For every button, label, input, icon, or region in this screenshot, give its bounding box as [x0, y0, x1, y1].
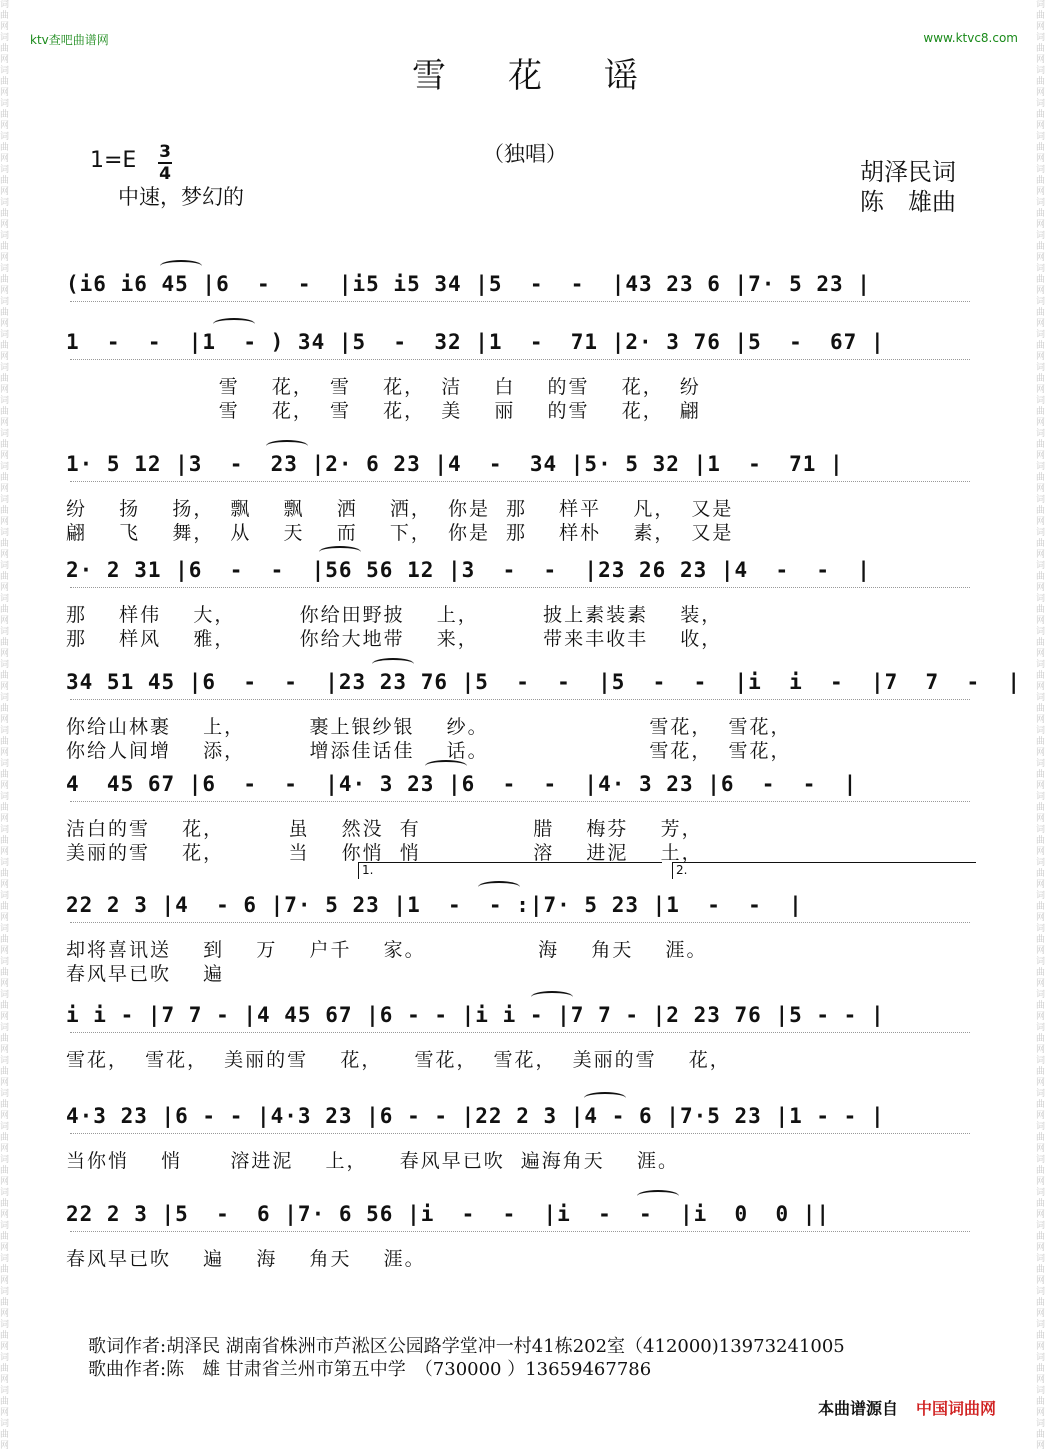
lyric-line: 却将喜讯送 到 万 户千 家。 海 角天 涯。	[66, 939, 708, 961]
lyric-line: 那 样伟 大， 你给田野披 上， 披上素装素 装，	[66, 604, 723, 626]
footer-composer-info: 歌曲作者:陈 雄 甘肃省兰州市第五中学 （730000 ）13659467786	[88, 1359, 652, 1380]
notation-row: 22 2 3 |4 - 6 |7· 5 23 |1 - - :|7· 5 23 |1 - - |	[66, 893, 803, 917]
lyric-line: 美丽的雪 花， 当 你悄 悄 溶 进泥 土，	[66, 842, 703, 864]
beam-line	[70, 587, 970, 588]
site-name-left[interactable]: ktv查吧曲谱网	[30, 33, 109, 47]
volta-second: 2.	[672, 862, 976, 879]
lyric-line: 雪 花， 雪 花， 洁 白 的雪 花， 纷	[66, 376, 701, 398]
notation-row: 4·3 23 |6 - - |4·3 23 |6 - - |22 2 3 |4 - 6 |7·5 23 |1 - - |	[66, 1104, 885, 1128]
lyric-line: 春风早已吹 遍 海 角天 涯。	[66, 1248, 426, 1270]
notation-row: 2· 2 31 |6 - - |56 56 12 |3 - - |23 26 23 |4 - - |	[66, 558, 871, 582]
notation-row: 34 51 45 |6 - - |23 23 76 |5 - - |5 - - |i i - |7 7 - |	[66, 670, 1022, 694]
notation-row: (i6 i6 45 |6 - - |i5 i5 34 |5 - - |43 23 6 |7· 5 23 |	[66, 272, 871, 296]
song-title: 雪花谣	[412, 56, 700, 96]
time-signature	[158, 143, 172, 183]
watermark-right: 词曲网词曲网词曲网词曲网词曲网词曲网词曲网词曲网词曲网词曲网词曲网词曲网词曲网词曲网词曲网词曲网词曲网词曲网词曲网词曲网词曲网词曲网词曲网词曲网词曲网词曲网词曲网词曲网词曲网词曲网词曲网词曲网词曲网词曲网词曲网词曲网词曲网词曲网词曲网词曲网词曲网词曲网词曲网词曲网	[1036, 0, 1046, 1451]
site-url-right[interactable]: www.ktvc8.com	[923, 31, 1018, 45]
lyric-line: 洁白的雪 花， 虽 然没 有 腊 梅芬 芳，	[66, 818, 703, 840]
beam-line	[70, 481, 970, 482]
slur-arc	[584, 1092, 626, 1104]
footer-lyricist-info: 歌词作者:胡泽民 湖南省株洲市芦淞区公园路学堂冲一村41栋202室（412000)13973241005	[88, 1336, 845, 1357]
slur-arc	[478, 881, 520, 893]
slur-arc	[425, 760, 467, 772]
time-bottom: 4	[159, 164, 171, 184]
slur-arc	[319, 546, 361, 558]
lyric-line: 你给山林裹 上， 裹上银纱银 纱。 雪花， 雪花，	[66, 716, 792, 738]
beam-line	[70, 1032, 970, 1033]
beam-line	[70, 801, 970, 802]
lyric-line: 雪花， 雪花， 美丽的雪 花， 雪花， 雪花， 美丽的雪 花，	[66, 1049, 731, 1071]
notation-row: i i - |7 7 - |4 45 67 |6 - - |i i - |7 7 - |2 23 76 |5 - - |	[66, 1003, 885, 1027]
time-top: 3	[159, 142, 171, 162]
lyric-line: 雪 花， 雪 花， 美 丽 的雪 花， 翩	[66, 400, 701, 422]
composer-credit: 陈 雄曲	[860, 188, 956, 216]
lyric-line: 翩 飞 舞， 从 天 而 下， 你是 那 样朴 素， 又是	[66, 522, 734, 544]
tempo-marking: 中速，梦幻的	[118, 185, 244, 209]
lyric-line: 那 样风 雅， 你给大地带 来， 带来丰收丰 收，	[66, 628, 723, 650]
slur-arc	[372, 658, 414, 670]
source-label: 本曲谱源自	[818, 1399, 899, 1418]
volta-first: 1.	[358, 862, 662, 879]
lyric-line: 当你悄 悄 溶进泥 上， 春风早已吹 遍海角天 涯。	[66, 1150, 679, 1172]
notation-row: 22 2 3 |5 - 6 |7· 6 56 |i - - |i - - |i 0 0 ||	[66, 1202, 831, 1226]
key-signature: 1=E	[90, 148, 137, 173]
slur-arc	[531, 991, 573, 1003]
slur-arc	[637, 1190, 679, 1202]
notation-row: 1· 5 12 |3 - 23 |2· 6 23 |4 - 34 |5· 5 32 |1 - 71 |	[66, 452, 844, 476]
beam-line	[70, 922, 970, 923]
slur-arc	[266, 440, 308, 452]
watermark-left: 词曲网词曲网词曲网词曲网词曲网词曲网词曲网词曲网词曲网词曲网词曲网词曲网词曲网词曲网词曲网词曲网词曲网词曲网词曲网词曲网词曲网词曲网词曲网词曲网词曲网词曲网词曲网词曲网词曲网词曲网词曲网词曲网词曲网词曲网词曲网词曲网词曲网词曲网词曲网词曲网词曲网词曲网词曲网词曲网	[0, 0, 10, 1451]
lyric-line: 你给人间增 添， 增添佳话佳 话。 雪花， 雪花，	[66, 740, 792, 762]
beam-line	[70, 699, 970, 700]
lyric-line: 春风早已吹 遍	[66, 963, 225, 985]
song-subtitle: （独唱）	[483, 142, 567, 166]
source-note	[818, 1396, 996, 1419]
beam-line	[70, 301, 970, 302]
beam-line	[70, 1231, 970, 1232]
beam-line	[70, 359, 970, 360]
lyricist-credit: 胡泽民词	[860, 158, 956, 186]
source-site-link[interactable]: 中国词曲网	[916, 1399, 997, 1418]
notation-row: 4 45 67 |6 - - |4· 3 23 |6 - - |4· 3 23 |6 - - |	[66, 772, 858, 796]
slur-arc	[160, 260, 202, 272]
notation-row: 1 - - |1 - ) 34 |5 - 32 |1 - 71 |2· 3 76 |5 - 67 |	[66, 330, 885, 354]
beam-line	[70, 1133, 970, 1134]
lyric-line: 纷 扬 扬， 飘 飘 洒 洒， 你是 那 样平 凡， 又是	[66, 498, 734, 520]
slur-arc	[213, 318, 255, 330]
